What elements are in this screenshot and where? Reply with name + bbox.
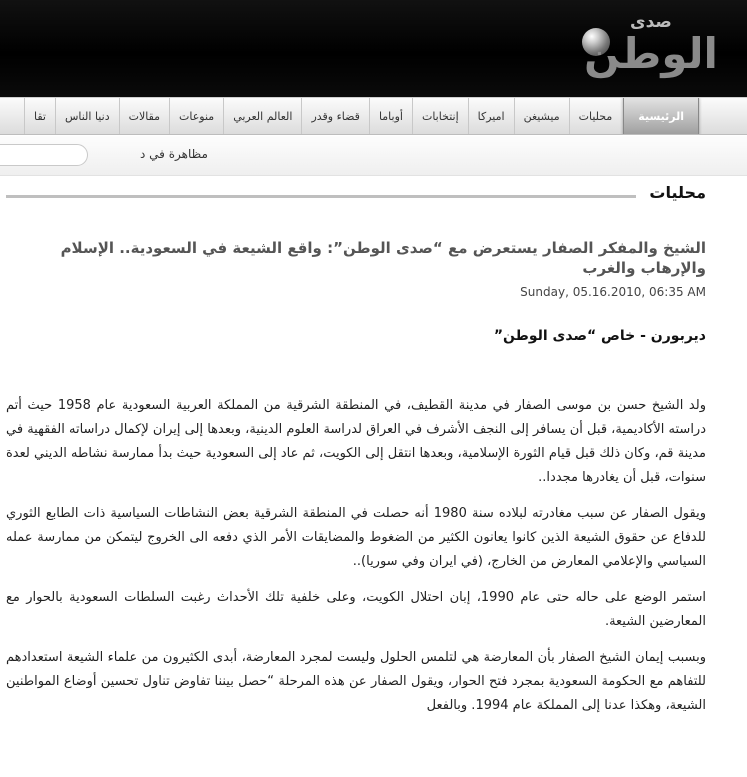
article-paragraph: ويقول الصفار عن سبب مغادرته لبلاده سنة 1980 أنه حصلت في المنطقة الشرقية بعض النشاطات السياسية ذات الطابع الثوري للدفاع عن حقوق الشيعة الذين كانوا يعانون الكثير من الضغوط والمضايقات الأمر الذي دفعه الى الخروج ليتمكن من ممارسة عمله السياسي والإعلامي المعارض من الخارج، (في ايران وفي سوريا).. (6, 506, 706, 569)
logo-main-text: الوطن (584, 29, 718, 78)
section-title: محليات (649, 183, 706, 202)
nav-item-local[interactable]: محليات (569, 98, 622, 134)
main-nav (0, 97, 747, 135)
news-ticker-link[interactable]: مظاهرة في د (140, 147, 208, 161)
article-body (6, 394, 706, 718)
nav-item-michigan[interactable]: ميشيغن (514, 98, 569, 134)
article (6, 238, 706, 730)
nav-item-elections[interactable]: إنتخابات (412, 98, 468, 134)
section-divider (6, 195, 636, 198)
article-paragraph: ولد الشيخ حسن بن موسى الصفار في مدينة القطيف، في المنطقة الشرقية من المملكة العربية السعودية عام 1958 حيث أتم دراسته الأكاديمية، قبل أن يسافر إلى النجف الأشرف في العراق لدراسة العلوم الدينية، وبعدها إلى إيران لإكمال دراساته الفقهية في مدينة قم، وكان ذلك قبل قيام الثورة الإسلامية، وبعدها انتقل إلى الكويت، ثم عاد إلى السعودية حيث بدأ ممارسة نشاطه الديني لعدة سنوات، قبل أن يغادرها مجددا.. (6, 398, 706, 485)
nav-item-truncated[interactable]: تقا (24, 98, 55, 134)
site-logo[interactable] (578, 12, 718, 84)
site-header (0, 0, 747, 97)
article-byline: ديربورن - خاص “صدى الوطن” (493, 328, 706, 344)
nav-item-courts[interactable]: قضاء وقدر (301, 98, 368, 134)
article-title: الشيخ والمفكر الصفار يستعرض مع “صدى الوطن”: واقع الشيعة في السعودية.. الإسلام والإرهاب والغرب (60, 239, 706, 277)
nav-item-home[interactable]: الرئيسية (623, 97, 699, 135)
search-input[interactable] (0, 144, 88, 166)
nav-item-america[interactable]: اميركا (468, 98, 514, 134)
nav-item-articles[interactable]: مقالات (119, 98, 169, 134)
nav-item-arab-world[interactable]: العالم العربي (223, 98, 301, 134)
nav-item-people[interactable]: دنيا الناس (55, 98, 119, 134)
ticker-bar (0, 136, 747, 176)
nav-item-misc[interactable]: منوعات (169, 98, 223, 134)
article-paragraph: استمر الوضع على حاله حتى عام 1990، إبان احتلال الكويت، وعلى خلفية تلك الأحداث رغبت السلطات السعودية بالحوار مع المعارضين الشيعة. (6, 590, 706, 629)
logo-small-text: صدى (630, 12, 672, 32)
nav-item-obama[interactable]: أوباما (369, 98, 412, 134)
section-header (6, 180, 706, 210)
article-date: Sunday, 05.16.2010, 06:35 AM (520, 285, 706, 299)
article-paragraph: وبسبب إيمان الشيخ الصفار بأن المعارضة هي لتلمس الحلول وليست لمجرد المعارضة، أبدى الكثيرون من علماء الشيعة استعدادهم للتفاهم مع الحكومة السعودية بمجرد فتح الحوار، ويقول الصفار عن هذه المرحلة “حصل بيننا تفاوض تناول تحسين أوضاع المواطنين الشيعة، وهكذا عدنا إلى المملكة عام 1994. وبالفعل (6, 650, 706, 713)
nav-spacer (701, 98, 747, 134)
